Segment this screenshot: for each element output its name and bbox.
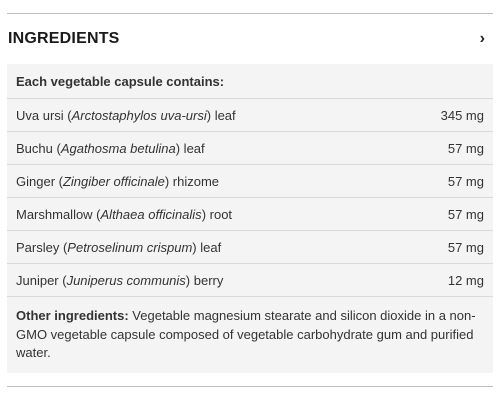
ingredient-name: Uva ursi (Arctostaphylos uva-ursi) leaf [16,107,236,123]
ingredient-name: Marshmallow (Althaea officinalis) root [16,206,233,222]
ingredient-amount: 57 mg [447,239,484,255]
ingredient-name: Juniper (Juniperus communis) berry [16,272,224,288]
table-header: Each vegetable capsule contains: [7,64,493,99]
bottom-divider [7,386,493,387]
other-ingredients-label: Other ingredients: [16,308,129,323]
ingredient-name: Ginger (Zingiber officinale) rhizome [16,173,220,189]
other-ingredients [7,297,493,363]
table-row [7,132,493,165]
ingredient-amount: 57 mg [447,206,484,222]
other-ingredients-text: Vegetable magnesium stearate and silicon dioxide in a non-GMO vegetable capsule composed of vegetable carbohydrate gum and purified water. [16,308,476,360]
ingredient-name: Buchu (Agathosma betulina) leaf [16,140,205,156]
ingredient-name: Parsley (Petroselinum crispum) leaf [16,239,222,255]
ingredient-amount: 57 mg [447,140,484,156]
table-row [7,264,493,297]
section-title: INGREDIENTS [8,30,120,47]
table-row [7,231,493,264]
table-row [7,165,493,198]
ingredient-amount: 12 mg [447,272,484,288]
table-row [7,99,493,132]
ingredients-panel [7,64,493,373]
ingredients-section-toggle[interactable] [7,14,493,64]
table-row [7,198,493,231]
chevron-right-icon[interactable]: › [479,30,485,47]
ingredient-amount: 57 mg [447,173,484,189]
ingredient-amount: 345 mg [440,107,484,123]
